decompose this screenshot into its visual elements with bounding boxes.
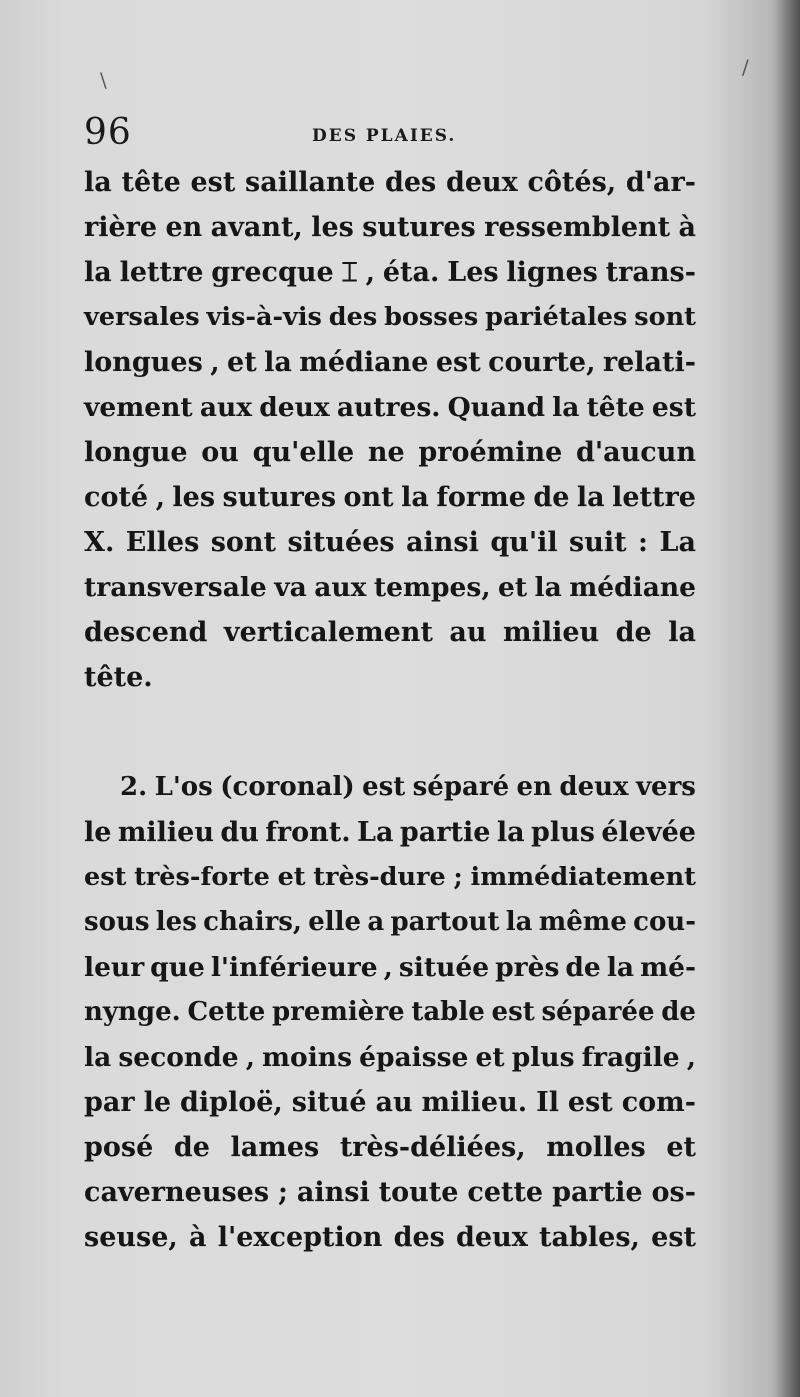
paragraph-gap	[84, 700, 696, 765]
page-header	[84, 112, 704, 162]
text-line: posé de lames très-déliées, molles et	[84, 1132, 696, 1163]
text-line: X. Elles sont situées ainsi qu'il suit : La	[84, 527, 696, 558]
paragraph-1	[84, 160, 696, 700]
stray-mark: /	[742, 55, 749, 79]
text-line: tête.	[84, 662, 153, 693]
text-line: est très-forte et très-dure ; immédiatement	[84, 862, 696, 892]
body-text	[84, 160, 696, 1260]
text-line: la tête est saillante des deux côtés, d'ar-	[84, 167, 696, 198]
text-line: 2. L'os (coronal) est séparé en deux vers	[120, 772, 696, 802]
text-line: rière en avant, les sutures ressemblent à	[84, 212, 696, 243]
page-edge-shadow	[774, 0, 800, 1397]
running-head: DES PLAIES.	[312, 126, 457, 146]
text-line: nynge. Cette première table est séparée de	[84, 997, 696, 1027]
text-line: seuse, à l'exception des deux tables, est	[84, 1222, 696, 1253]
text-line: la seconde , moins épaisse et plus fragile ,	[84, 1042, 696, 1073]
text-line: le milieu du front. La partie la plus élevée	[84, 817, 696, 848]
text-line: longues , et la médiane est courte, relati-	[84, 347, 696, 378]
page-number: 96	[84, 112, 132, 153]
text-line: caverneuses ; ainsi toute cette partie os-	[84, 1177, 696, 1208]
text-line: longue ou qu'elle ne proémine d'aucun	[84, 437, 696, 468]
text-line: par le diploë, situé au milieu. Il est com-	[84, 1087, 696, 1118]
text-line: vement aux deux autres. Quand la tête est	[84, 392, 696, 423]
stray-mark: \	[100, 68, 107, 92]
text-line: sous les chairs, elle a partout la même cou-	[84, 907, 696, 937]
text-line: transversale va aux tempes, et la médiane	[84, 572, 696, 603]
text-line: la lettre grecque ⌶ , éta. Les lignes trans-	[84, 257, 696, 288]
text-line: coté , les sutures ont la forme de la lettre	[84, 482, 696, 513]
text-line: leur que l'inférieure , située près de la mé-	[84, 952, 696, 983]
text-line: versales vis-à-vis des bosses pariétales sont	[84, 302, 696, 332]
text-line: descend verticalement au milieu de la	[84, 617, 696, 648]
paragraph-2	[84, 765, 696, 1260]
